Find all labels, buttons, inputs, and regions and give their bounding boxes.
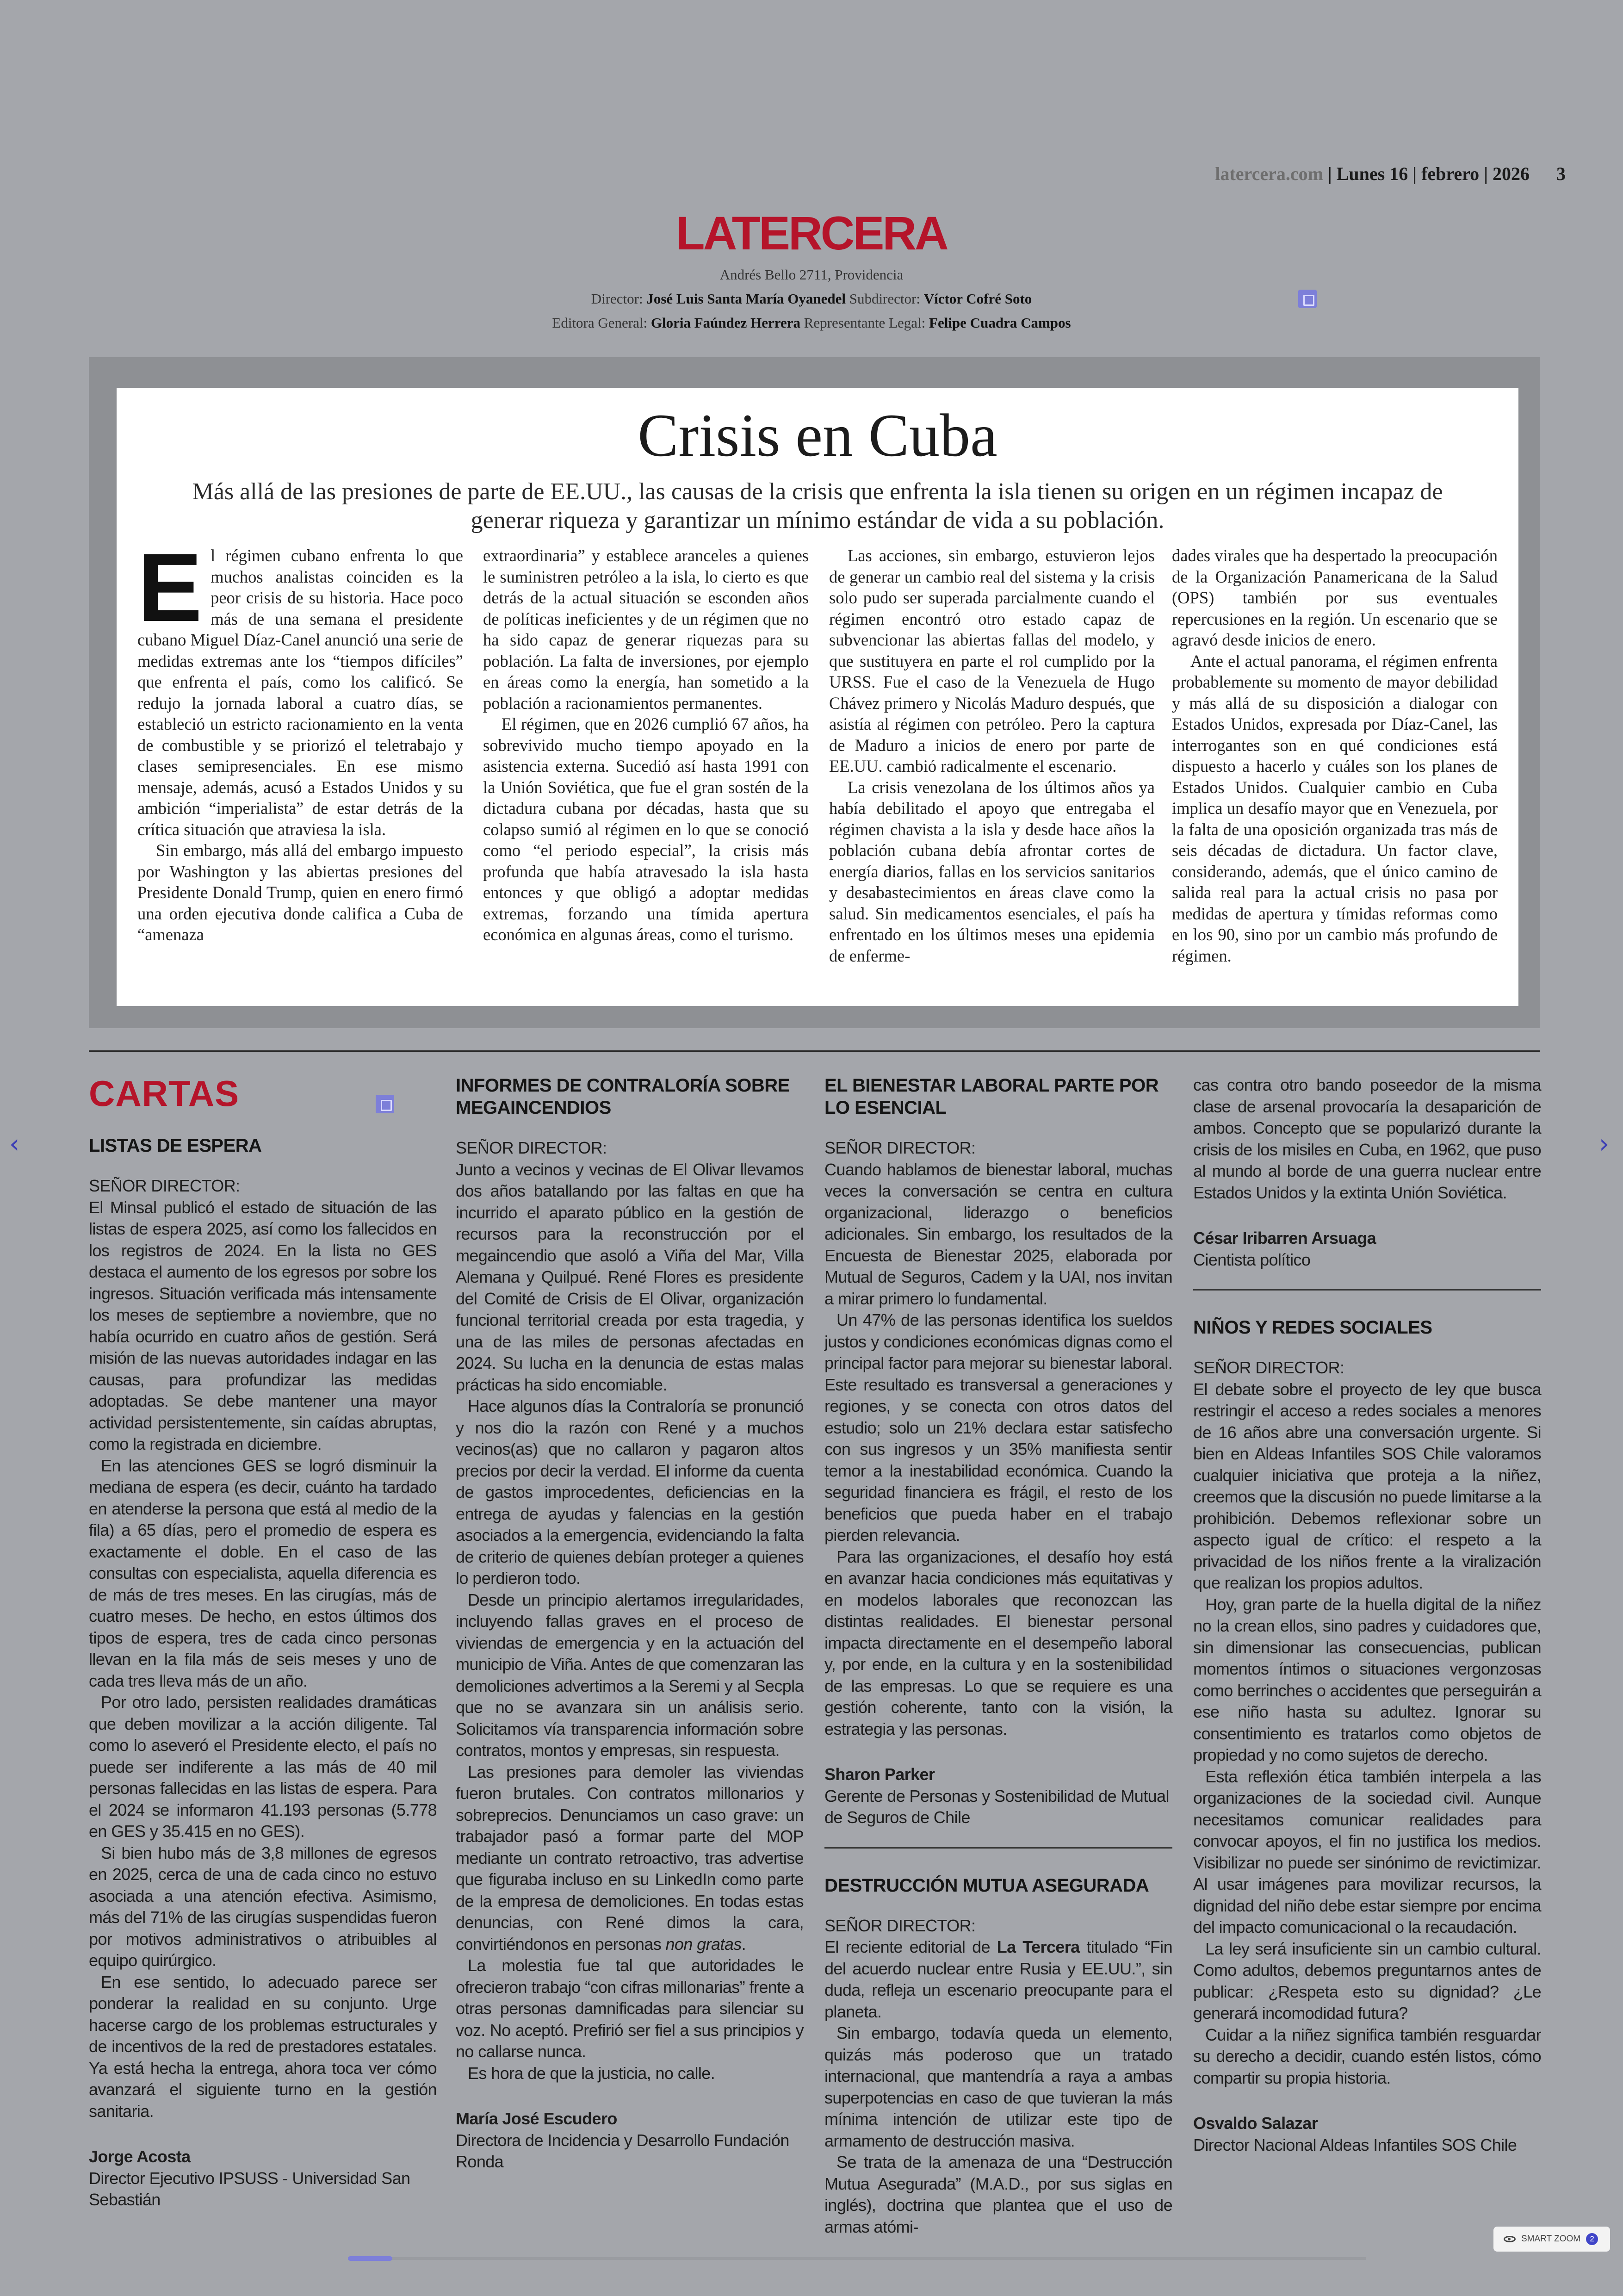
- paragraph: Sin embargo, todavía queda un elemento, quizás más poderoso que un tratado internacional, que mantendría a raya a ambas superpotencias en caso de que tuvieran la más mínima intención de utilizar este tipo de armamento de destrucción masiva.: [824, 2023, 1172, 2150]
- page-scrollbar-thumb[interactable]: [348, 2256, 392, 2261]
- paragraph: Ante el actual panorama, el régimen enfrenta probablemente su momento de mayor debilidad y más allá de su disposición a dialogar con Estados Unidos, expresada por Díaz-Canel, las interrogantes son en qué condiciones está dispuesto a hacerlo y cuáles son los planes de Estados Unidos. Cualquier cambio en Cuba implica un desafío mayor que en Venezuela, por la falta de una oposición organizada tras más de seis décadas de dictadura. Un factor clave, considerando, además, que el único camino de salida real para la actual crisis no pasa por medidas de apertura y tímidas reformas como en los 90, sino por un cambio más profundo de régimen.: [1172, 651, 1498, 965]
- paragraph: Es hora de que la justicia, no calle.: [468, 2063, 715, 2083]
- date-day: Lunes 16: [1336, 163, 1408, 184]
- eye-icon: [1504, 2236, 1516, 2242]
- paragraph: El Minsal publicó el estado de situación de las listas de espera 2025, así como los fallecidos en los registros de 2024. En la lista no GES destaca el aumento de los egresos por sobre los ingresos. Situación verificada más intensamente los meses de septiembre a noviembre, que no había ocurrido en cuatro años de gestión. Será misión de las nuevas autoridades indagar en las causas, para profundizar las medidas adoptadas. Se debe mantener una mayor actividad persistentemente, sin caídas abruptas, como la registrada en diciembre.: [89, 1198, 437, 1453]
- masthead-address: Andrés Bello 2711, Providencia: [719, 267, 904, 283]
- director-name: José Luis Santa María Oyanedel: [646, 291, 846, 307]
- letter-separator: [1193, 1289, 1541, 1291]
- paragraph: dades virales que ha despertado la preocupación de la Organización Panamericana de la Salud (OPS) también por sus eventuales repercusiones en la región. Un escenario que se agravó desde inicios de enero.: [1172, 546, 1498, 649]
- site-name[interactable]: latercera.com: [1215, 163, 1323, 184]
- masthead-line-1: Director: José Luis Santa María Oyanedel Subdirector: Víctor Cofré Soto: [591, 291, 1032, 307]
- letter-heading: EL BIENESTAR LABORAL PARTE POR LO ESENCIAL: [824, 1075, 1159, 1118]
- zoom-region-icon[interactable]: [1298, 290, 1317, 308]
- editora-name: Gloria Faúndez Herrera: [650, 315, 800, 331]
- page-scrollbar-track[interactable]: [348, 2257, 1366, 2260]
- letter-informes-contraloria[interactable]: [456, 1074, 804, 2173]
- letter-ninos-redes-sociales[interactable]: [1193, 1316, 1541, 2156]
- prev-page-chevron-icon[interactable]: ‹: [9, 1129, 20, 1159]
- paragraph: El reciente editorial de La Tercera titulado “Fin del acuerdo nuclear entre Rusia y EE.UU.”, sin duda, refleja un escenario preocupante para el planeta.: [824, 1937, 1172, 2021]
- letter-separator: [824, 1847, 1172, 1849]
- paragraph: La molestia fue tal que autoridades le ofrecieron trabajo “con cifras millonarias” frente a otras personas damnificadas para silenciar su voz. No aceptó. Prefirió ser fiel a sus principios y no callarse nunca.: [456, 1956, 804, 2061]
- next-page-chevron-icon[interactable]: ›: [1599, 1129, 1610, 1159]
- date-year: 2026: [1493, 163, 1530, 184]
- letter-signer: César Iribarren Arsuaga: [1193, 1229, 1376, 1247]
- letter-salutation: SEÑOR DIRECTOR:: [824, 1916, 976, 1935]
- editorial-deck: Más allá de las presiones de parte de EE.UU., las causas de la crisis que enfrenta la isla tienen su origen en un régimen incapaz de generar riqueza y garantizar un mínimo estándar de vida a su población.: [192, 478, 1443, 534]
- letter-signer: Osvaldo Salazar: [1193, 2114, 1318, 2133]
- letters-column-4: [1193, 1074, 1541, 2156]
- paragraph: El debate sobre el proyecto de ley que busca restringir el acceso a redes sociales a menores de 16 años abre una conversación urgente. Si bien en Aldeas Infantiles SOS Chile valoramos cualquier iniciativa que proteja a la niñez, creemos que la discusión no puede limitarse a la prohibición. Debemos reflexionar sobre un aspecto igual de crítico: el respeto a la privacidad de los niños frente a la viralización que realizan los propios adultos.: [1193, 1379, 1541, 1592]
- letter-destruccion-mutua[interactable]: [824, 1874, 1172, 2238]
- paragraph: Desde un principio alertamos irregularidades, incluyendo fallas graves en el proceso de viviendas de emergencia y en la actuación del municipio de Viña. Antes de que comenzaran las demoliciones advertimos a la Seremi y al Secpla que no se avanzara sin un análisis serio. Solicitamos vía transparencia información sobre contratos, montos y empresas, sin respuesta.: [456, 1590, 804, 1760]
- letter-signer-title: Directora de Incidencia y Desarrollo Fundación Ronda: [456, 2130, 789, 2171]
- paragraph: Las presiones para demoler las viviendas fueron brutales. Con contratos millonarios y sobreprecios. Denunciamos un caso grave: un trabajador pasó a formar parte del MOP mediante un contrato retroactivo, tras advertise que figuraba incluso en su LinkedIn como parte de la empresa de demoliciones. En todas estas denuncias, con René dimos la cara, convirtiéndonos en personas non gratas.: [456, 1762, 804, 1954]
- smart-zoom-badge: 2: [1586, 2233, 1598, 2245]
- paragraph: Un 47% de las personas identifica los sueldos justos y condiciones económicas dignas como el principal factor para mejorar su bienestar laboral. Este resultado es transversal a generaciones y regiones, y se conecta con otros datos del estudio; solo un 21% declara estar satisfecho con sus ingresos y un 35% manifiesta sentir temor a la inestabilidad económica. Cuando la seguridad financiera es frágil, el resto de los beneficios que pueda haber en el trabajo pierden relevancia.: [824, 1310, 1172, 1545]
- editorial-box[interactable]: [117, 388, 1518, 1006]
- letter-bienestar-laboral[interactable]: [824, 1074, 1172, 1829]
- paragraph: En las atenciones GES se logró disminuir la mediana de espera (es decir, cuánto ha tardado en atenderse la persona que está al medio de la fila) a 65 días, pero el promedio de espera es exactamente el doble. En el caso de las consultas con especialista, aquella diferencia es de más de tres meses. En las cirugías, más de cuatro meses. De hecho, en estos últimos dos tipos de espera, tres de cada cinco personas llevan en la fila más de seis meses y uno de cada tres lleva más de un año.: [89, 1456, 437, 1690]
- letter-signer-title: Gerente de Personas y Sostenibilidad de Mutual de Seguros de Chile: [824, 1786, 1169, 1827]
- letter-salutation: SEÑOR DIRECTOR:: [89, 1176, 240, 1195]
- paragraph: Sin embargo, más allá del embargo impuesto por Washington y las abiertas presiones del Presidente Donald Trump, quien en enero firmó una orden ejecutiva donde califica a Cuba de “amenaza: [137, 841, 463, 944]
- letter-signer: Jorge Acosta: [89, 2147, 191, 2166]
- masthead-credits: [0, 263, 1623, 335]
- letter-signer-title: Director Nacional Aldeas Infantiles SOS Chile: [1193, 2135, 1517, 2154]
- letter-salutation: SEÑOR DIRECTOR:: [824, 1138, 976, 1157]
- letter-destruccion-mutua-continued[interactable]: [1193, 1074, 1541, 1271]
- section-divider: [89, 1050, 1540, 1052]
- cartas-section-title: CARTAS: [89, 1073, 240, 1114]
- subdirector-name: Víctor Cofré Soto: [923, 291, 1032, 307]
- paragraph: Hace algunos días la Contraloría se pronunció y nos dio la razón con René y a muchos vecinos(as) que no callaron y pagaron altos precios por decir la verdad. El informe da cuenta de gastos improcedentes, deficiencias en la entrega de ayudas y falencias en la gestión asociados a la emergencia, evidenciando la falta de criterio de quienes debían proteger a quienes lo perdieron todo.: [456, 1396, 804, 1588]
- paragraph: l régimen cubano enfrenta lo que muchos analistas coinciden es la peor crisis de su historia. Hace poco más de una semana el presidente cubano Miguel Díaz-Canel anunció una serie de medidas extremas ante los “tiempos difíciles” que enfrenta el país, como los calificó. Se redujo la jornada laboral a cuatro días, se estableció un estricto racionamiento en la venta de combustible y se priorizó el teletrabajo y clases semipresenciales. En ese mismo mensaje, además, acusó a Estados Unidos y su ambición “imperialista” de estar detrás de la crítica situación que atraviesa la isla.: [137, 546, 463, 839]
- newspaper-logo: LATERCERA: [676, 207, 947, 260]
- smart-zoom-label: SMART ZOOM: [1521, 2234, 1581, 2244]
- paragraph: cas contra otro bando poseedor de la misma clase de arsenal provocaría la desaparición de ambos. Concepto que se popularizó durante la crisis de los misiles en Cuba, en 1962, que puso al mundo al borde de una guerra nuclear entre Estados Unidos y la extinta Unión Soviética.: [1193, 1075, 1541, 1202]
- paragraph: Para las organizaciones, el desafío hoy está en avanzar hacia condiciones más equitativas y en modelos laborales que reconozcan las distintas realidades. El bienestar personal impacta directamente en el desempeño laboral y, por ende, en la cultura y en la sostenibilidad de las empresas. Lo que se requiere es una gestión coherente, tanto con la visión, la estrategia y las personas.: [824, 1547, 1172, 1738]
- masthead-line-2: Editora General: Gloria Faúndez Herrera Representante Legal: Felipe Cuadra Campos: [552, 315, 1071, 331]
- letter-salutation: SEÑOR DIRECTOR:: [456, 1138, 607, 1157]
- letter-listas-de-espera[interactable]: [89, 1135, 437, 2211]
- letter-signer-title: Director Ejecutivo IPSUSS - Universidad San Sebastián: [89, 2168, 410, 2209]
- paragraph: En ese sentido, lo adecuado parece ser ponderar la realidad en su conjunto. Urge hacerse cargo de los problemas estructurales y de incentivos de la red de prestadores estatales. Ya está hecha la entrega, ahora toca ver cómo avanzará el siguiente turno en la gestión sanitaria.: [89, 1972, 437, 2121]
- page-number: 3: [1556, 163, 1566, 184]
- paragraph: extraordinaria” y establece aranceles a quienes le suministren petróleo a la isla, lo cierto es que detrás de la actual situación se esconden años de políticas ineficientes y de un régimen que no ha sido capaz de generar riquezas para su población. La falta de inversiones, por ejemplo en áreas como la energía, han sometido a la población a racionamientos permanentes.: [483, 546, 809, 713]
- letter-salutation: SEÑOR DIRECTOR:: [1193, 1358, 1344, 1377]
- paragraph: Hoy, gran parte de la huella digital de la niñez no la crean ellos, sino padres y cuidadores que, sin dimensionar las consecuencias, publican momentos íntimos o situaciones vergonzosas como berrinches o accidentes que perseguirán a ese niño hasta su adultez. Ignorar su consentimiento es tratarlos como objetos de propiedad y no como sujetos de derecho.: [1193, 1595, 1541, 1764]
- letter-signer-title: Cientista político: [1193, 1250, 1311, 1269]
- drop-cap: E: [137, 533, 203, 642]
- editorial-column-4: [1172, 545, 1498, 966]
- letter-heading: INFORMES DE CONTRALORÍA SOBRE MEGAINCENDIOS: [456, 1075, 790, 1118]
- letters-column-3: [824, 1074, 1172, 2238]
- editorial-column-1: [137, 533, 463, 945]
- representante-name: Felipe Cuadra Campos: [929, 315, 1071, 331]
- letter-signer: Sharon Parker: [824, 1765, 935, 1784]
- zoom-region-icon[interactable]: [376, 1095, 394, 1113]
- letter-heading: NIÑOS Y REDES SOCIALES: [1193, 1317, 1432, 1338]
- editorial-title: Crisis en Cuba: [638, 401, 997, 469]
- smart-zoom-button[interactable]: [1493, 2227, 1610, 2252]
- paragraph: Junto a vecinos y vecinas de El Olivar llevamos dos años batallando por las faltas en que ha incurrido el aparato público en la gestión de recursos para la reconstrucción por el megaincendio que asoló a Viña del Mar, Villa Alemana y Quilpué. René Flores es presidente del Comité de Crisis de El Olivar, organización funcional territorial creada por esta tragedia, y una de las miles de personas afectadas en 2024. Su lucha en la denuncia de estas malas prácticas ha sido encomiable.: [456, 1160, 804, 1394]
- paragraph: Esta reflexión ética también interpela a las organizaciones de la sociedad civil. Aunque necesitamos comunicar realidades para convocar apoyos, el fin no justifica los medios. Visibilizar no puede ser sinónimo de revictimizar. Al usar imágenes para movilizar recursos, la dignidad del niño debe estar siempre por encima del impacto comunicacional o la recaudación.: [1193, 1767, 1541, 1936]
- paragraph: Por otro lado, persisten realidades dramáticas que deben movilizar a la acción diligente. Tal como lo aseveró el Presidente electo, el país no puede ser indiferente a las más de 40 mil personas fallecidas en las listas de espera. Para el 2024 se informaron 41.193 personas (5.778 en GES y 35.415 en no GES).: [89, 1693, 437, 1841]
- letter-heading: DESTRUCCIÓN MUTUA ASEGURADA: [824, 1875, 1149, 1896]
- paragraph: Las acciones, sin embargo, estuvieron lejos de generar un cambio real del sistema y la crisis solo pudo ser superada parcialmente cuando el régimen encontró otro estado capaz de subvencionar las abiertas fallas del modelo, y que sustituyera en parte el rol cumplido por la URSS. Fue el caso de la Venezuela de Hugo Chávez primero y Nicolás Maduro después, que asistía al régimen con petróleo. Pero la captura de Maduro a inicios de enero por parte de EE.UU. cambió radicalmente el escenario.: [829, 546, 1155, 776]
- paragraph: Cuidar a la niñez significa también resguardar su derecho a decidir, cuando estén listos, cómo compartir su propia historia.: [1193, 2025, 1541, 2087]
- paragraph: El régimen, que en 2026 cumplió 67 años, ha sobrevivido mucho tiempo apoyado en la asistencia externa. Sucedió así hasta 1991 con la Unión Soviética, que fue el gran sostén de la dictadura cubana por décadas, hasta que su colapso sumió al régimen en lo que se conoció como “el periodo especial”, la crisis más profunda que había atravesado la isla hasta entonces y que obligó a adoptar medidas extremas, forzando una tímida apertura económica en algunas áreas, como el turismo.: [483, 714, 809, 944]
- paragraph: Se trata de la amenaza de una “Destrucción Mutua Asegurada” (M.A.D., por sus siglas en inglés), doctrina que plantea que el uso de armas atómi-: [824, 2153, 1172, 2236]
- editorial-column-3: [829, 545, 1155, 966]
- paragraph: Cuando hablamos de bienestar laboral, muchas veces la conversación se centra en cultura organizacional, liderazgo o beneficios adicionales. Sin embargo, los resultados de la Encuesta de Bienestar 2025, elaborada por Mutual de Seguros, Cadem y la UAI, nos invitan a mirar primero lo fundamental.: [824, 1160, 1172, 1308]
- paragraph: La crisis venezolana de los últimos años ya había debilitado el apoyo que entregaba el régimen chavista a la isla y desde hace años la población cubana debía afrontar cortes de energía diarios, fallas en los servicios sanitarios y desabastecimientos en áreas clave como la salud. Sin medicamentos esenciales, el país ha enfrentado en los últimos meses una epidemia de enferme-: [829, 777, 1155, 965]
- paragraph: La ley será insuficiente sin un cambio cultural. Como adultos, debemos preguntarnos antes de publicar: ¿Respeta esto su dignidad? ¿Le generará incomodidad futura?: [1193, 1939, 1541, 2023]
- paragraph: Si bien hubo más de 3,8 millones de egresos en 2025, cerca de una de cada cinco no estuvo asociada a una atención efectiva. Asimismo, más del 71% de las cirugías suspendidas fueron por motivos administrativos o atribuibles al equipo quirúrgico.: [89, 1843, 437, 1970]
- letter-signer: María José Escudero: [456, 2109, 617, 2128]
- page-date-line: latercera.com | Lunes 16 | febrero | 2026 3: [1215, 163, 1566, 184]
- editorial-column-2: [483, 545, 809, 945]
- date-month: febrero: [1421, 163, 1480, 184]
- letter-heading: LISTAS DE ESPERA: [89, 1136, 262, 1156]
